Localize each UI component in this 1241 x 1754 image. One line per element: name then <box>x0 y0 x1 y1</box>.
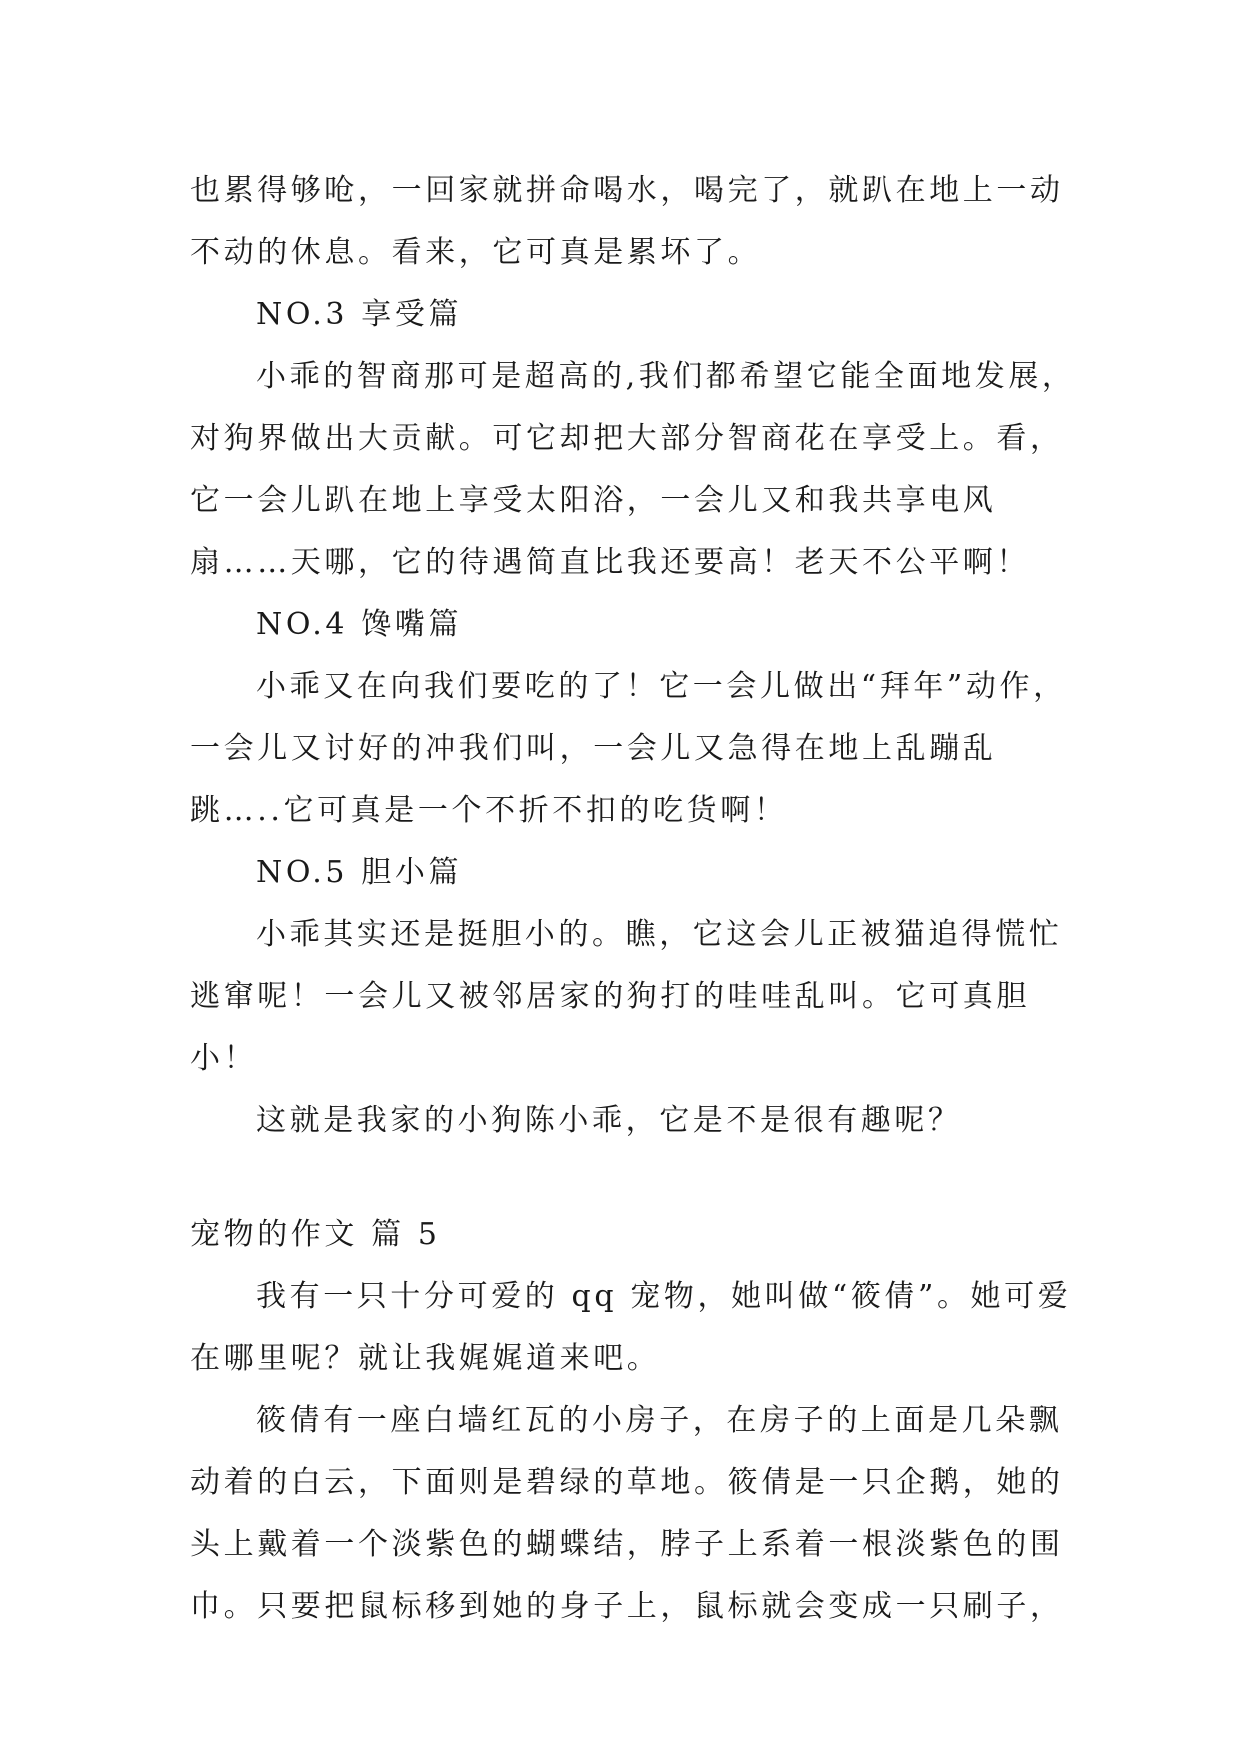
text-line: 跳…..它可真是一个不折不扣的吃货啊！ <box>190 793 788 828</box>
text-line: 它一会儿趴在地上享受太阳浴，一会儿又和我共享电风 <box>190 483 997 518</box>
section-title: 宠物的作文 篇 5 <box>190 1217 441 1252</box>
text-line: 巾。只要把鼠标移到她的身子上，鼠标就会变成一只刷子， <box>190 1589 1064 1624</box>
text-line: 头上戴着一个淡紫色的蝴蝶结，脖子上系着一根淡紫色的围 <box>190 1527 1064 1562</box>
text-line: 小乖又在向我们要吃的了！它一会儿做出“拜年”动作， <box>256 669 1067 704</box>
text-line: 我有一只十分可爱的 qq 宠物，她叫做“筱倩”。她可爱 <box>256 1279 1072 1314</box>
text-line: 逃窜呢！一会儿又被邻居家的狗打的哇哇乱叫。它可真胆 <box>190 979 1030 1014</box>
paragraph-no3 <box>190 346 1076 594</box>
text-line: 小乖的智商那可是超高的,我们都希望它能全面地发展， <box>256 359 1076 394</box>
text-line: 不动的休息。看来，它可真是累坏了。 <box>190 235 762 270</box>
subheading-no3: NO.3 享受篇 <box>256 297 463 332</box>
text-line: 一会儿又讨好的冲我们叫，一会儿又急得在地上乱蹦乱 <box>190 731 997 766</box>
document-page <box>190 160 1076 1638</box>
subheading-no5: NO.5 胆小篇 <box>256 855 463 890</box>
paragraph-no5 <box>190 904 1070 1090</box>
text-line: 动着的白云，下面则是碧绿的草地。筱倩是一只企鹅，她的 <box>190 1465 1064 1500</box>
text-line: 筱倩有一座白墙红瓦的小房子，在房子的上面是几朵飘 <box>256 1403 1063 1438</box>
section-gap <box>190 1152 1070 1204</box>
text-line: 扇……天哪，它的待遇简直比我还要高！老天不公平啊！ <box>190 545 1030 580</box>
paragraph-section5-body <box>190 1390 1070 1638</box>
text-line: 对狗界做出大贡献。可它却把大部分智商花在享受上。看， <box>190 421 1064 456</box>
subheading-no4: NO.4 馋嘴篇 <box>256 607 463 642</box>
closing-sentence: 这就是我家的小狗陈小乖，它是不是很有趣呢？ <box>256 1103 962 1138</box>
text-line: 在哪里呢？就让我娓娓道来吧。 <box>190 1341 661 1376</box>
paragraph-no4 <box>190 656 1070 842</box>
text-line: 小乖其实还是挺胆小的。瞧，它这会儿正被猫追得慌忙 <box>256 917 1063 952</box>
text-line: 也累得够呛，一回家就拼命喝水，喝完了，就趴在地上一动 <box>190 173 1064 208</box>
paragraph-continuation <box>190 160 1070 284</box>
paragraph-section5-intro <box>190 1266 1070 1390</box>
text-line: 小！ <box>190 1041 258 1076</box>
